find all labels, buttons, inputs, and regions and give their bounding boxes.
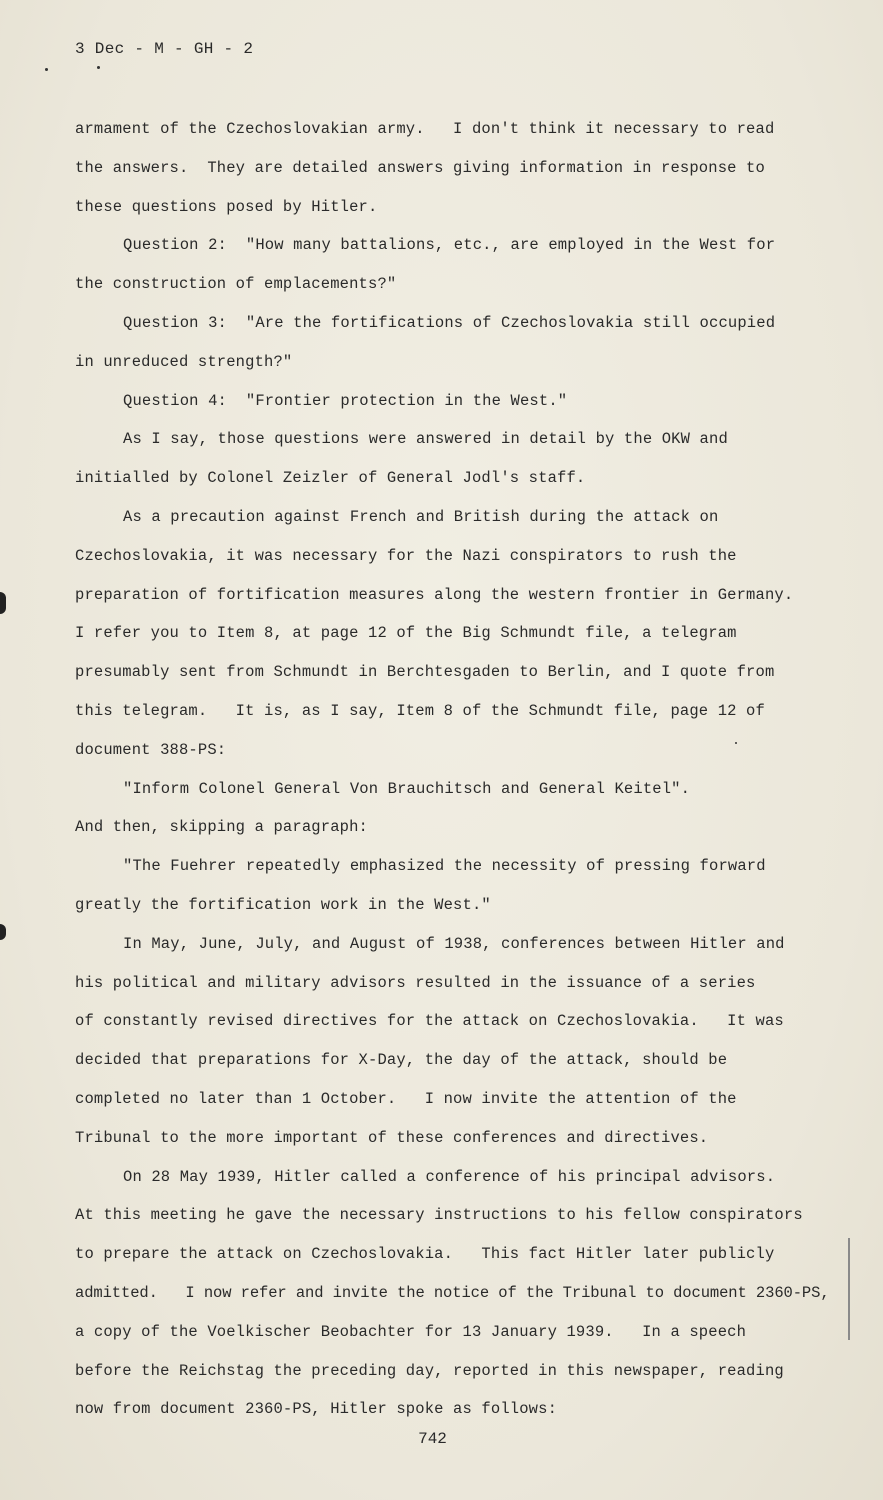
binding-hole-mark bbox=[0, 592, 6, 614]
text-line: Question 4: "Frontier protection in the West." bbox=[123, 391, 568, 410]
ink-speck bbox=[45, 68, 48, 71]
text-line: these questions posed by Hitler. bbox=[75, 197, 378, 216]
text-line: On 28 May 1939, Hitler called a conference of his principal advisors. bbox=[123, 1167, 776, 1186]
text-line: in unreduced strength?" bbox=[75, 352, 293, 371]
text-line: decided that preparations for X-Day, the day of the attack, should be bbox=[75, 1051, 728, 1070]
text-line: "Inform Colonel General Von Brauchitsch and General Keitel". bbox=[123, 779, 691, 798]
text-line: preparation of fortification measures along the western frontier in Germany. bbox=[75, 585, 794, 604]
text-line: Question 2: "How many battalions, etc., are employed in the West for bbox=[123, 236, 776, 255]
text-line: document 388-PS: bbox=[75, 740, 227, 759]
text-line: now from document 2360-PS, Hitler spoke as follows: bbox=[75, 1400, 558, 1419]
text-line: Tribunal to the more important of these conferences and directives. bbox=[75, 1128, 709, 1147]
text-line: his political and military advisors resulted in the issuance of a series bbox=[75, 973, 756, 992]
text-line: before the Reichstag the preceding day, reported in this newspaper, reading bbox=[75, 1361, 784, 1380]
text-line: presumably sent from Schmundt in Berchtesgaden to Berlin, and I quote from bbox=[75, 663, 775, 682]
text-line: admitted. I now refer and invite the notice of the Tribunal to document 2360-PS, bbox=[75, 1283, 830, 1302]
text-line: At this meeting he gave the necessary instructions to his fellow conspirators bbox=[75, 1206, 803, 1225]
text-line: armament of the Czechoslovakian army. I don't think it necessary to read bbox=[75, 120, 775, 138]
text-line: As a precaution against French and British during the attack on bbox=[123, 507, 719, 526]
page-header: 3 Dec - M - GH - 2 bbox=[75, 40, 254, 58]
page-number: 742 bbox=[418, 1430, 447, 1448]
ink-speck bbox=[735, 742, 737, 744]
text-line: greatly the fortification work in the West." bbox=[75, 895, 491, 914]
text-line: Question 3: "Are the fortifications of Czechoslovakia still occupied bbox=[123, 313, 776, 332]
text-line: initialled by Colonel Zeizler of General Jodl's staff. bbox=[75, 469, 586, 488]
text-line: I refer you to Item 8, at page 12 of the Big Schmundt file, a telegram bbox=[75, 624, 737, 643]
text-line: to prepare the attack on Czechoslovakia. This fact Hitler later publicly bbox=[75, 1245, 775, 1264]
text-line: the construction of emplacements?" bbox=[75, 275, 397, 294]
ink-speck bbox=[97, 66, 100, 69]
text-line: Czechoslovakia, it was necessary for the Nazi conspirators to rush the bbox=[75, 546, 737, 565]
text-line: the answers. They are detailed answers giving information in response to bbox=[75, 158, 765, 177]
binding-hole-mark bbox=[0, 924, 6, 940]
text-line: a copy of the Voelkischer Beobachter for 13 January 1939. In a speech bbox=[75, 1322, 747, 1341]
text-line: And then, skipping a paragraph: bbox=[75, 818, 368, 837]
margin-mark bbox=[848, 1238, 850, 1340]
text-line: of constantly revised directives for the attack on Czechoslovakia. It was bbox=[75, 1012, 784, 1031]
text-line: As I say, those questions were answered in detail by the OKW and bbox=[123, 430, 728, 449]
text-line: this telegram. It is, as I say, Item 8 of the Schmundt file, page 12 of bbox=[75, 701, 765, 720]
document-body bbox=[75, 110, 845, 1429]
text-line: In May, June, July, and August of 1938, conferences between Hitler and bbox=[123, 934, 785, 953]
text-line: "The Fuehrer repeatedly emphasized the necessity of pressing forward bbox=[123, 857, 766, 876]
text-line: completed no later than 1 October. I now invite the attention of the bbox=[75, 1089, 737, 1108]
